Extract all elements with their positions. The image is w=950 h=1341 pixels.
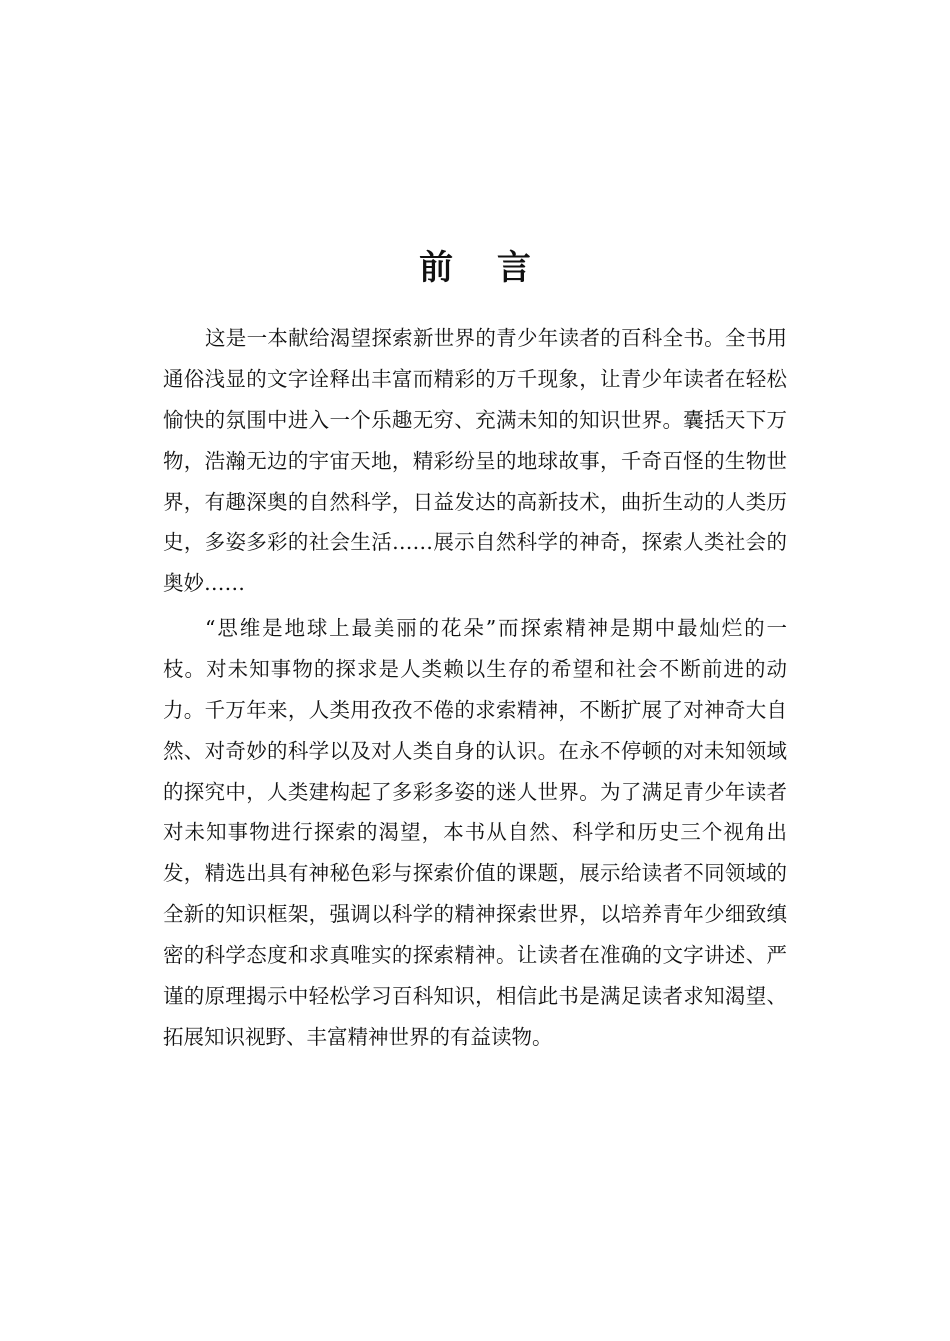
paragraph-line: 对未知事物进行探索的渴望，本书从自然、科学和历史三个视角出	[163, 820, 787, 845]
paragraph-line: 拓展知识视野、丰富精神世界的有益读物。	[163, 1024, 553, 1049]
paragraph-line: 全新的知识框架，强调以科学的精神探索世界，以培养青年少细致缜	[163, 902, 787, 927]
paragraph-line: 物，浩瀚无边的宇宙天地，精彩纷呈的地球故事，千奇百怪的生物世	[163, 448, 787, 473]
paragraph-line: 力。千万年来，人类用孜孜不倦的求索精神，不断扩展了对神奇大自	[163, 697, 787, 722]
paragraph-line: 史，多姿多彩的社会生活……展示自然科学的神奇，探索人类社会的	[163, 530, 787, 555]
paragraph-line: 发，精选出具有神秘色彩与探索价值的课题，展示给读者不同领域的	[163, 861, 787, 886]
paragraph-2	[163, 608, 787, 1058]
paragraph-line: 愉快的氛围中进入一个乐趣无穷、充满未知的知识世界。囊括天下万	[163, 407, 787, 432]
paragraph-line: 谨的原理揭示中轻松学习百科知识，相信此书是满足读者求知渴望、	[163, 984, 787, 1009]
paragraph-line: 这是一本献给渴望探索新世界的青少年读者的百科全书。全书用	[205, 326, 787, 350]
paragraph-line: “思维是地球上最美丽的花朵”而探索精神是期中最灿烂的一	[205, 616, 787, 640]
paragraph-line: 界，有趣深奥的自然科学，日益发达的高新技术，曲折生动的人类历	[163, 489, 787, 514]
page-title: 前 言	[419, 248, 547, 288]
paragraph-line: 的探究中，人类建构起了多彩多姿的迷人世界。为了满足青少年读者	[163, 779, 787, 804]
paragraph-line: 然、对奇妙的科学以及对人类自身的认识。在永不停顿的对未知领域	[163, 738, 787, 763]
paragraph-line: 密的科学态度和求真唯实的探索精神。让读者在准确的文字讲述、严	[163, 943, 787, 968]
paragraph-line: 枝。对未知事物的探求是人类赖以生存的希望和社会不断前进的动	[163, 656, 787, 681]
paragraph-line: 奥妙……	[163, 571, 245, 596]
paragraph-1	[163, 318, 787, 604]
paragraph-line: 通俗浅显的文字诠释出丰富而精彩的万千现象，让青少年读者在轻松	[163, 366, 787, 391]
